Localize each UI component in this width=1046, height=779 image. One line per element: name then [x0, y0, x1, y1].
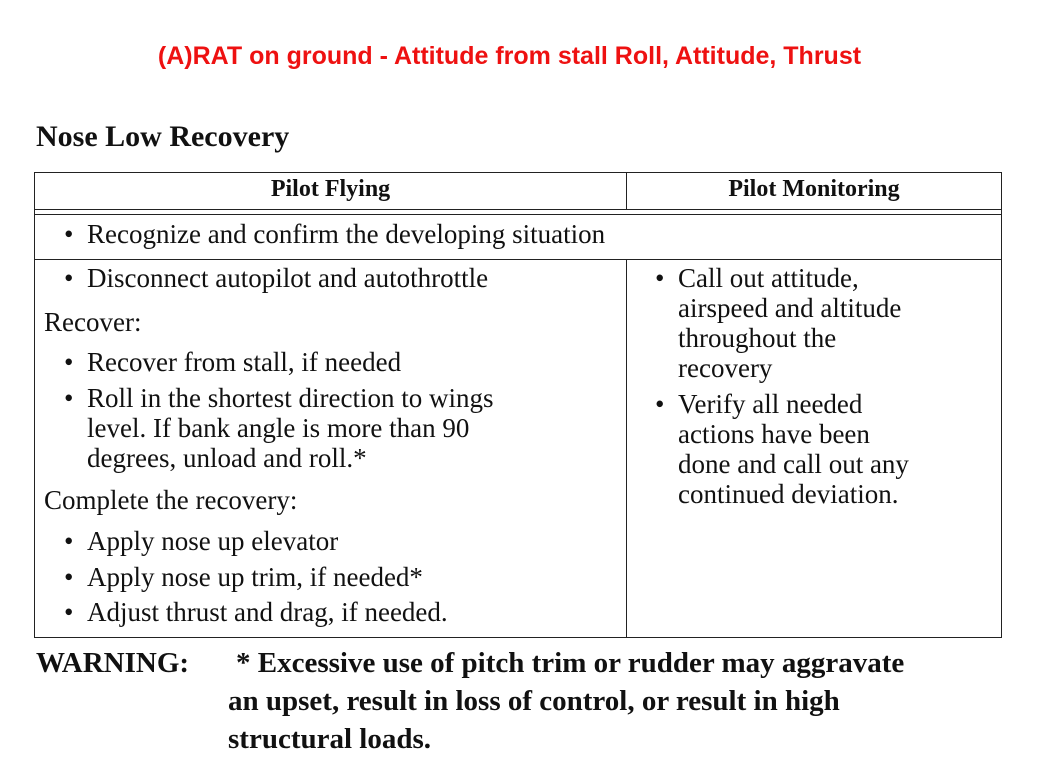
bullet-icon: • — [655, 389, 665, 419]
header-rule-top — [35, 209, 1001, 210]
pf-step-roll-line: Roll in the shortest direction to wings — [87, 383, 494, 413]
header-pilot-monitoring: Pilot Monitoring — [728, 176, 900, 202]
bullet-icon: • — [64, 263, 74, 293]
pm-callout-line: airspeed and altitude — [678, 293, 902, 323]
bullet-icon: • — [64, 219, 74, 249]
pm-verify-line: continued deviation. — [678, 479, 899, 509]
procedure-table — [34, 172, 1002, 638]
pm-verify-line: done and call out any — [678, 449, 909, 479]
bullet-icon: • — [64, 347, 74, 377]
shared-row-rule — [35, 259, 1001, 260]
pm-callout-line: throughout the — [678, 323, 837, 353]
pf-step-roll-line: level. If bank angle is more than 90 — [87, 413, 470, 443]
slide-banner-title: (A)RAT on ground - Attitude from stall Roll, Attitude, Thrust — [157, 42, 862, 70]
bullet-icon: • — [64, 597, 74, 627]
pf-step-recover-stall: Recover from stall, if needed — [87, 347, 402, 377]
warning-text-line: * Excessive use of pitch trim or rudder may aggravate — [236, 647, 905, 679]
header-pilot-flying: Pilot Flying — [270, 176, 391, 202]
pm-verify-line: Verify all needed — [678, 389, 863, 419]
pf-step-roll-line: degrees, unload and roll.* — [87, 443, 367, 473]
bullet-icon: • — [64, 562, 74, 592]
header-rule-bottom — [35, 214, 1001, 215]
section-title: Nose Low Recovery — [36, 120, 290, 153]
warning-text-line: an upset, result in loss of control, or result in high — [228, 685, 840, 717]
pf-complete-label: Complete the recovery: — [44, 485, 298, 515]
shared-step-recognize: Recognize and confirm the developing situation — [87, 219, 606, 249]
bullet-icon: • — [64, 526, 74, 556]
bullet-icon: • — [64, 383, 74, 413]
pf-step-elevator: Apply nose up elevator — [87, 526, 339, 556]
bullet-icon: • — [655, 263, 665, 293]
pf-step-disconnect: Disconnect autopilot and autothrottle — [87, 263, 489, 293]
pf-step-thrust: Adjust thrust and drag, if needed. — [87, 597, 448, 627]
pf-step-trim: Apply nose up trim, if needed* — [87, 562, 423, 592]
pm-callout-line: recovery — [678, 353, 773, 383]
body-column-divider — [626, 259, 627, 637]
pm-verify-line: actions have been — [678, 419, 870, 449]
warning-text-line: structural loads. — [228, 723, 431, 755]
pm-callout-line: Call out attitude, — [678, 263, 859, 293]
warning-label: WARNING: — [36, 647, 190, 679]
pf-recover-label: Recover: — [44, 307, 142, 337]
